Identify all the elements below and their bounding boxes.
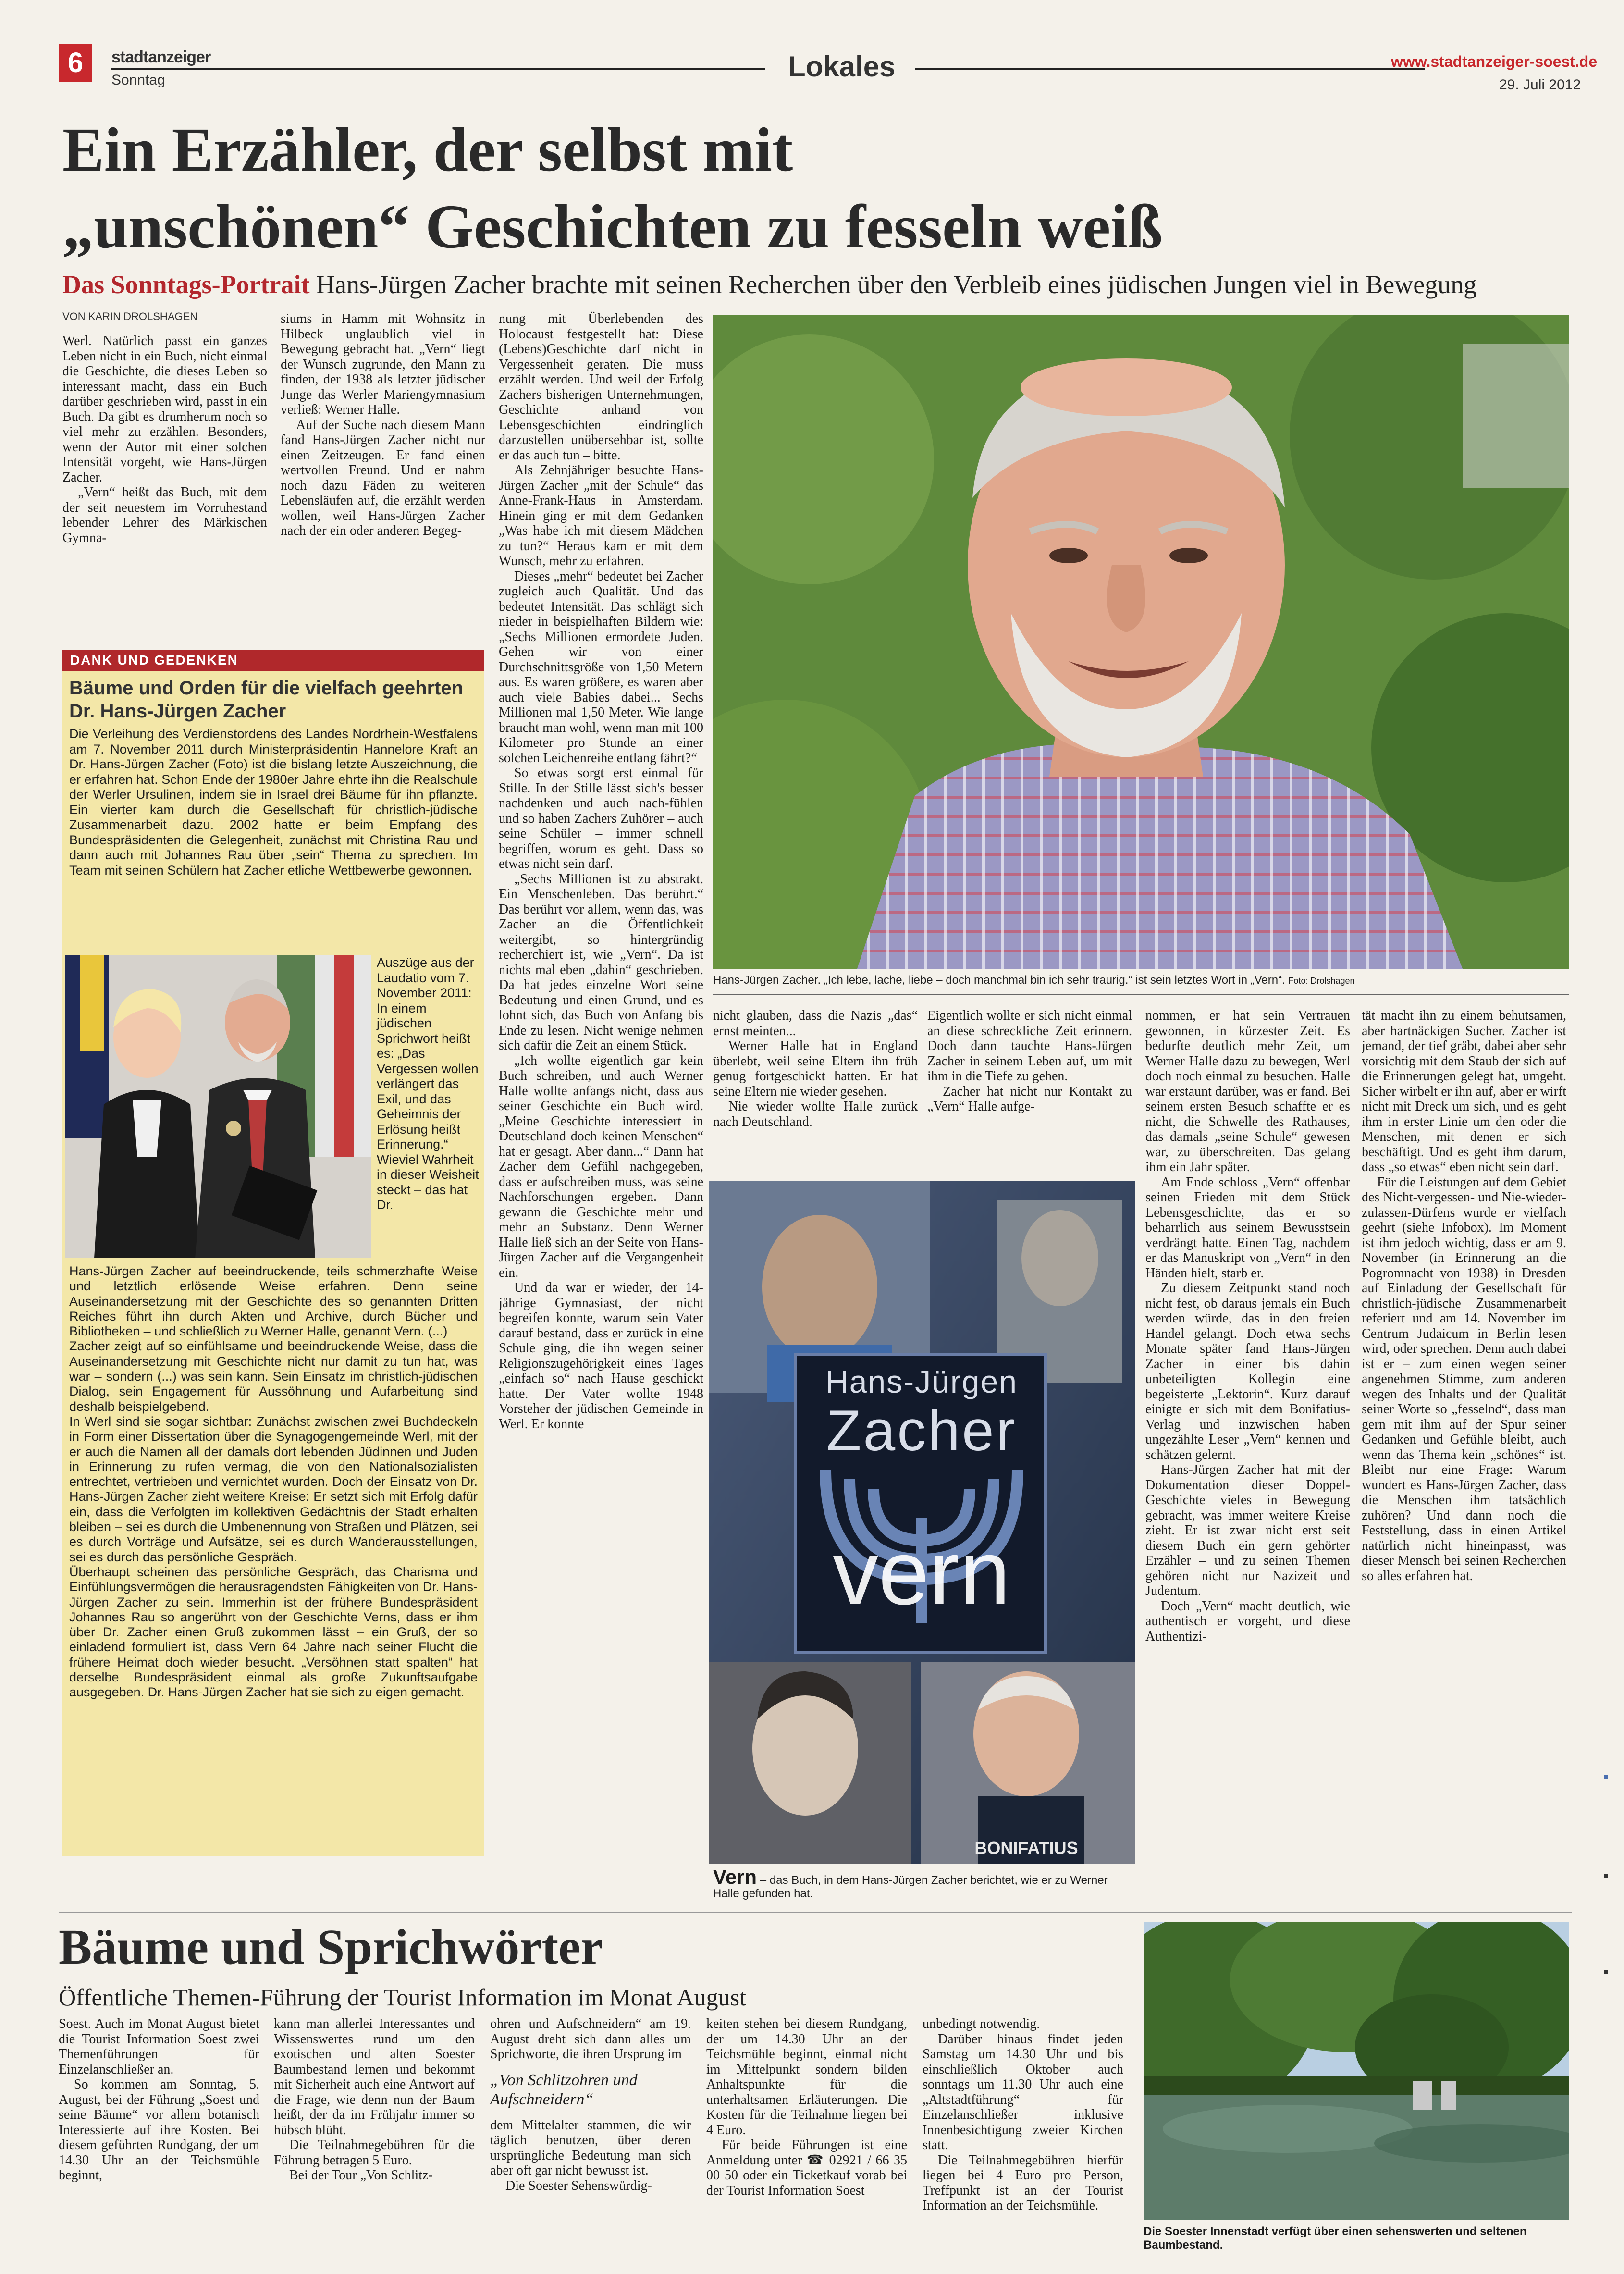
infobox-label: DANK UND GEDENKEN	[62, 650, 484, 671]
paragraph: Dieses „mehr“ bedeutet bei Zacher zugleich auch Qualität. Und das bedeutet Intensität. Das schlägt sich nieder in beispielhaften Bildern wie: „Sechs Millionen ermordete Juden. Gehen wir von einer Durchschnittsgröße von 1,50 Metern aus. Es waren größere, es waren aber auch viele Babies dabei... Sechs Millionen mal 1,50 Meter. Wie lange braucht man wohl, wenn man mit 100 Kilometer pro Stunde an einer solchen Leichenreihe entlang fährt?“	[499, 568, 703, 766]
article1-column-6	[1145, 1008, 1350, 1864]
paragraph: Die Teilnahmegebühren hierfür liegen bei 4 Euro pro Person, Treffpunkt ist an der Tourist Information an der Teichsmühle.	[923, 2152, 1123, 2213]
book-cover	[709, 1181, 1135, 1864]
caption-text: Hans-Jürgen Zacher. „Ich lebe, lache, liebe – doch manchmal bin ich sehr traurig.“ ist sein letztes Wort in „Vern“.	[713, 974, 1285, 987]
paragraph: „Ich wollte eigentlich gar kein Buch schreiben, und auch Werner Halle wollte anfangs nicht, dass aus seiner Geschichte ein Buch wird. „Meine Geschichte interessiert in Deutschland doch keinen Menschen“ hat er gesagt. Aber dann...“ Dann hat Zacher dem Gefühl nachgegeben, dass er aufschreiben muss, was seine Nachforschungen ergeben. Dann gewann die Geschichte mehr und mehr an Substanz. Denn Werner Halle ließ sich an der Seite von Hans-Jürgen Zacher auf die Vergangenheit ein.	[499, 1053, 703, 1280]
article2-headline: Bäume und Sprichwörter	[59, 1919, 603, 1975]
paragraph: Hans-Jürgen Zacher hat mit der Dokumentation dieser Doppel-Geschichte vieles in Bewegung gebracht, was immer weitere Kreise zieht. Er ist zwar nicht erst seit diesem Buch ein gern gehörter Erzähler – und zu seinen Themen gehören nicht nur Nazizeit und Judentum.	[1145, 1462, 1350, 1598]
article1-column-4	[713, 1008, 918, 1172]
portrait-illustration	[713, 315, 1569, 969]
book-caption-label: Vern	[713, 1866, 757, 1888]
book-caption	[713, 1866, 1136, 1901]
cover-author-firstname: Hans-Jürgen	[825, 1364, 1018, 1399]
paragraph: Soest. Auch im Monat August bietet die Tourist Information Soest zwei Themenführungen für Einzelanschließer an.	[59, 2016, 259, 2077]
paragraph: Am Ende schloss „Vern“ offenbar seinen Frieden mit dem Stück Lebensgeschichte, das er so beharrlich aus seinem Bewusstsein verdrängt hatte. Einen Tag, nachdem er das Manuskript von „Vern“ in den Händen hielt, starb er.	[1145, 1174, 1350, 1281]
paragraph: Die Soester Sehenswürdig-	[505, 2178, 652, 2193]
article2-column-5	[923, 2016, 1123, 2271]
infobox-paragraph: In Werl sind sie sogar sichtbar: Zunächst zwischen zwei Buchdeckeln in Form einer Dissertation über die Synagogengemeinde Werl, mit der er auch die Namen all der damals dort lebenden Jüdinnen und Juden in Erinnerung zu rufen vermag, die von den Nationalsozialisten entrechtet, vertrieben und vernichtet wurden. Doch der Einsatz von Dr. Hans-Jürgen Zacher zieht weitere Kreise: Er setzt sich mit Erfolg dafür ein, dass die Verfolgten im kollektiven Gedächtnis der Stadt erhalten bleiben – sei es durch die Umbenennung von Straßen und Plätzen, sei es durch Vorträge und Aufsätze, sei es durch Wanderausstellungen, sei es durch das persönliche Gespräch.	[69, 1414, 478, 1564]
article2-subhead: „Von Schlitzohren und Aufschneidern“	[490, 2071, 638, 2108]
paragraph: Doch „Vern“ macht deutlich, wie authentisch er vorgeht, und diese Authentizi-	[1145, 1598, 1350, 1644]
book-cover-illustration	[709, 1181, 1135, 1864]
paragraph: dem Mittelalter stammen, die wir täglich benutzen, über deren ursprüngliche Bedeutung man sich aber oft gar nicht bewusst ist.	[490, 2117, 691, 2178]
brand-name: stadtanzeiger	[111, 48, 211, 66]
caption-rule	[713, 994, 1569, 995]
article1-column-3	[499, 311, 703, 1854]
headline-line-1: Ein Erzähler, der selbst mit	[62, 115, 793, 185]
award-photo	[65, 955, 371, 1258]
cover-author-surname: Zacher	[826, 1398, 1017, 1463]
article-subline	[62, 269, 1476, 300]
paragraph: siums in Hamm mit Wohnsitz in Hilbeck unglaublich viel in Bewegung gebracht hat. „Vern“ liegt der Wunsch zugrunde, den Mann zu finden, der 1938 als letzter jüdischer Junge das Werler Mariengymnasium verließ: Werner Halle.	[281, 311, 485, 417]
headline-line-2: „unschönen“ Geschichten zu fesseln weiß	[62, 192, 1163, 261]
infobox-paragraph: Zacher zeigt auf so einfühlsame und beeindruckende Weise, dass die Auseinandersetzung mit Geschichte nicht nur damit zu tun hat, was war – sondern (...) was sein kann. Sein Einsatz im christlich-jüdischen Dialog, sein Engagement für Aussöhnung und Aufarbeitung sind deshalb beispielgebend.	[69, 1339, 478, 1414]
paragraph: Zacher hat nicht nur Kontakt zu „Vern“ Halle aufge-	[927, 1084, 1132, 1114]
paragraph: Eigentlich wollte er sich nicht einmal an diese schreckliche Zeit erinnern. Doch dann tauchte Hans-Jürgen Zacher in seinem Leben auf, um mit ihm in die Tiefe zu gehen.	[927, 1008, 1132, 1084]
kicker: Das Sonntags-Portrait	[62, 270, 310, 299]
infobox	[62, 650, 484, 1856]
paragraph: nommen, er hat sein Vertrauen gewonnen, in kürzester Zeit. Es bedurfte deutlich mehr Zeit, um Werner Halle dazu zu bewegen, Werl doch noch einmal zu besuchen. Halle war erstaunt darüber, was er fand. Bei seinem ersten Besuch schaffte er es nicht, die Schwelle des Rathauses, das damals „seine Schule“ gewesen war, zu überschreiten. Das gelang ihm ein Jahr später.	[1145, 1008, 1350, 1174]
brand-logo	[111, 48, 210, 67]
paragraph: ohren und Aufschneidern“ am 19. August dreht sich dann alles um Sprichworte, die ihren Ursprung im	[490, 2016, 691, 2062]
paragraph: Für die Leistungen auf dem Gebiet des Nicht-vergessen- und Nie-wieder-zulassen-Dürfens wurde er vielfach geehrt (siehe Infobox). Im Moment ist ihm jedoch wichtig, dass er am 9. November (in Erinnerung an die Pogromnacht von 1938) in Dresden auf Einladung der Gesellschaft für christlich-jüdische Zusammenarbeit referiert und am 14. November im Centrum Judaicum in Berlin lesen wird, oder sprechen. Denn auch dabei ist er – zum einen wegen seiner angenehmen Stimme, zum anderen wegen des Inhalts und der Qualität seiner Worte so „fesselnd“, dass man gern mit ihm auf der Spur seiner Gedanken und Gefühle bleibt, auch wenn das Thema kein „schönes“ ist. Bleibt nur eine Frage: Warum wundert es Hans-Jürgen Zacher, dass die Menschen ihm tatsächlich zuhören? Und dann noch die Feststellung, dass in einen Artikel natürlich nicht hineinpasst, was dieser Mensch bei seinen Recherchen so alles erfahren hat.	[1362, 1174, 1566, 1583]
header-day: Sonntag	[111, 72, 165, 88]
paragraph: Darüber hinaus findet jeden Samstag um 14.30 Uhr und bis einschließlich Oktober auch sonntags um 11.30 Uhr auch eine „Altstadtführung“ für Einzelanschließer inklusive Innenbesichtigung zweier Kirchen statt.	[923, 2031, 1123, 2152]
page-number-badge: 6	[59, 44, 92, 82]
website-link[interactable]: www.stadtanzeiger-soest.de	[1391, 53, 1598, 70]
book-caption-text: – das Buch, in dem Hans-Jürgen Zacher berichtet, wie er zu Werner Halle gefunden hat.	[713, 1874, 1108, 1900]
paragraph: kann man allerlei Interessantes und Wissenswertes rund um den exotischen und alten Soester Baumbestand lernen und bekommt mit Sicherheit auch eine Antwort auf die Frage, wie denn nun der Baum heißt, der da im Frühjahr immer so hübsch blüht.	[274, 2016, 475, 2138]
section-title: Lokales	[788, 50, 896, 83]
paragraph: Werner Halle hat in England überlebt, weil seine Eltern ihn früh genug fortgeschickt hatten. Er hat seine Eltern nie wieder gesehen.	[713, 1038, 918, 1099]
paragraph: keiten stehen bei diesem Rundgang, der um 14.30 Uhr an der Teichsmühle beginnt, einmal nicht im Mittelpunkt sondern bilden Anhaltspunkte für die unterhaltsamen Erläuterungen. Die Kosten für die Teilnahme liegen bei 4 Euro.	[706, 2016, 907, 2138]
paragraph: So kommen am Sonntag, 5. August, bei der Führung „Soest und seine Bäume“ vor allem botanisch Interessierte auf ihre Kosten. Bei diesem geführten Rundgang, der um 14.30 Uhr an der Teichsmühle beginnt,	[59, 2077, 259, 2183]
photo-credit: Foto: Drolshagen	[1288, 976, 1355, 986]
paragraph: „Sechs Millionen ist zu abstrakt. Ein Menschenleben. Das berührt.“ Das berührt vor allem, wenn das, was Zacher an die Öffentlichkeit weitergibt, so hintergründig recherchiert ist, wie „Vern“. Da ist nichts mal eben „dahin“ geschrieben. Da hat jedes einzelne Wort seine Bedeutung und einen Grund, und es lohnt sich, das Buch von Anfang bis Ende zu lesen. Nicht wenige nehmen sich dafür die Zeit an einem Stück.	[499, 871, 703, 1053]
paragraph: Auf der Suche nach diesem Mann fand Hans-Jürgen Zacher nicht nur einen Zeitzeugen. Er fand einen wertvollen Freund. Und er nahm noch dazu Fäden zu weiteren Lebensläufen auf, die erzählt werden wollen, weil Hans-Jürgen Zacher nach der ein oder anderen Begeg-	[281, 417, 485, 538]
margin-mark	[1604, 1775, 1608, 1779]
cover-title: vern	[833, 1522, 1010, 1624]
article2-column-4	[706, 2016, 907, 2271]
cover-publisher: BONIFATIUS	[974, 1838, 1078, 1858]
paragraph: Werl. Natürlich passt ein ganzes Leben nicht in ein Buch, nicht einmal die Geschichte, die dieses Leben so interessant macht, dass ein Buch darüber geschrieben wird, passt in ein Buch. Da gibt es drumherum noch so viel mehr zu erzählen. Besonders, wenn der Autor mit einer solchen Intensität vorgeht, wie Hans-Jürgen Zacher.	[62, 334, 267, 485]
margin-mark	[1604, 1874, 1608, 1878]
park-illustration	[1144, 1922, 1569, 2220]
portrait-caption	[713, 974, 1569, 988]
paragraph: So etwas sorgt erst einmal für Stille. In der Stille lässt sich's besser nachdenken und auch nach-fühlen und so haben Zachers Zuhörer – auch seine Schüler – immer schnell begriffen, worum es geht. Dass so etwas nicht sein darf.	[499, 766, 703, 871]
infobox-title: Bäume und Orden für die vielfach geehrten Dr. Hans-Jürgen Zacher	[69, 678, 464, 722]
article-divider	[59, 1912, 1572, 1913]
infobox-intro: Die Verleihung des Verdienstordens des Landes Nordrhein-Westfalens am 7. November 2011 durch Ministerpräsidentin Hannelore Kraft an Dr. Hans-Jürgen Zacher (Foto) ist die bislang letzte Auszeichnung, die er erfahren hat. Schon Ende der 1980er Jahre ehrte ihn die Realschule der Werler Ursulinen, indem sie in Israel drei Bäume für ihn pflanzte. Ein vierter kam durch die Gesellschaft für christlich-jüdische Zusammenarbeit dazu. 2002 hatte er beim Empfang des Bundespräsidenten die Gelegenheit, zunächst mit Christina Rau und dann auch mit Johannes Rau über „sein“ Thema zu sprechen. Im Team mit seinen Schülern hat Zacher etliche Wettbewerbe gewonnen.	[69, 727, 478, 877]
paragraph: „Vern“ heißt das Buch, mit dem der seit neuestem im Vorruhestand lebender Lehrer des Märkischen Gymna-	[62, 485, 267, 545]
header-rule-right	[915, 68, 1425, 70]
author-byline: VON KARIN DROLSHAGEN	[62, 310, 198, 322]
article1-column-2	[281, 311, 485, 648]
park-photo	[1144, 1922, 1569, 2220]
paragraph: tät macht ihn zu einem behutsamen, aber hartnäckigen Sucher. Zacher ist jemand, der tief gräbt, dabei aber sehr vorsichtig mit dem Staub der sich auf die Erinnerungen gelegt hat, umgeht. Sicher wirbelt er ihn auf, aber er wirft nicht mit Dreck um sich, und es geht ihm in erster Linie um den oder die Menschen, mit denen er sich beschäftigt. Und es geht ihm darum, dass „so etwas“ eben nicht sein darf.	[1362, 1008, 1566, 1174]
article-headline	[62, 111, 1163, 265]
paragraph: Für beide Führungen ist eine Anmeldung unter ☎ 02921 / 66 35 00 50 oder ein Ticketkauf vorab bei der Tourist Information Soest	[706, 2138, 907, 2198]
article1-column-5	[927, 1008, 1132, 1172]
issue-date: 29. Juli 2012	[1499, 77, 1581, 93]
paragraph: Bei der Tour „Von Schlitz-	[289, 2168, 433, 2183]
park-caption: Die Soester Innenstadt verfügt über einen sehenswerten und seltenen Baumbestand.	[1144, 2225, 1527, 2251]
paragraph: Als Zehnjähriger besuchte Hans-Jürgen Zacher „mit der Schule“ das Anne-Frank-Haus in Amsterdam. Hinein ging er mit dem Gedanken „Was habe ich mit diesem Mädchen zu tun?“ Heraus kam er mit dem Wunsch, mehr zu erfahren.	[499, 463, 703, 568]
paragraph: nung mit Überlebenden des Holocaust festgestellt hat: Diese (Lebens)Geschichte darf nicht in Vergessenheit geraten. Die muss erzählt werden. Und weil der Erfolg Zachers bisherigen Unternehmungen, Geschichte anhand von Lebensgeschichten eindringlich darzustellen unübersehbar ist, sollte er das auch tun – bitte.	[499, 311, 703, 463]
paragraph: unbedingt notwendig.	[923, 2016, 1040, 2031]
paragraph: Zu diesem Zeitpunkt stand noch nicht fest, ob daraus jemals ein Buch werden würde, das in den freien Handel gelangt. Doch etwa sechs Monate später fand Hans-Jürgen Zacher in einer bis dahin unbeteiligten Kollegin eine begeisterte „Lektorin“. Kurz darauf einigte er sich mit dem Bonifatius-Verlag und inzwischen haben ungezählte Leser „Vern“ kennen und schätzen gelernt.	[1145, 1281, 1350, 1462]
article2-column-3	[490, 2016, 691, 2271]
paragraph: nicht glauben, dass die Nazis „das“ ernst meinten...	[713, 1008, 918, 1038]
article1-column-7	[1362, 1008, 1566, 1864]
infobox-body	[69, 1264, 478, 1700]
article2-subline: Öffentliche Themen-Führung der Tourist Information im Monat August	[59, 1984, 747, 2011]
infobox-paragraph: Überhaupt scheinen das persönliche Gespräch, das Charisma und Einfühlungsvermögen die herausragendsten Fähigkeiten von Dr. Hans-Jürgen Zacher zu sein. Immerhin ist der frühere Bundespräsident Johannes Rau so angerührt von der Geschichte Verns, dass er ihm über Dr. Zacher einen Gruß zukommen lässt – ein Gruß, der so einladend formuliert ist, dass Vern 64 Jahre nach seiner Flucht die frühere Heimat doch wieder besucht. „Versöhnen statt spalten“ hat derselbe Bundespräsident einmal als große Zukunftsaufgabe ausgegeben. Dr. Hans-Jürgen Zacher hat sie sich zu eigen gemacht.	[69, 1564, 478, 1700]
portrait-photo	[713, 315, 1569, 969]
article2-column-2	[274, 2016, 475, 2271]
infobox-paragraph: Hans-Jürgen Zacher auf beeindruckende, teils schmerzhafte Weise und letztlich erlösende Weise erfahren. Denn seine Auseinandersetzung mit der Geschichte des so genannten Dritten Reiches führt ihn durch Akten und Archive, durch Bücher und Bibliotheken – und schließlich zu Werner Halle, genannt Vern. (...)	[69, 1264, 478, 1339]
subline-text: Hans-Jürgen Zacher brachte mit seinen Recherchen über den Verbleib eines jüdischen Jungen viel in Bewegung	[316, 270, 1477, 299]
article2-column-1	[59, 2016, 259, 2271]
header-rule-left	[111, 68, 765, 70]
margin-mark	[1604, 1970, 1608, 1974]
article1-column-1	[62, 334, 267, 641]
paragraph: Und da war er wieder, der 14-jährige Gymnasiast, der nicht begreifen konnte, warum sein Vater darauf bestand, dass er zurück in eine Schule ging, die ihn wegen seiner Religionszugehörigkeit eines Tages „einfach so“ nach Hause geschickt hatte. Der Vater wollte 1948 Vorsteher der jüdischen Gemeinde in Werl. Er konnte	[499, 1280, 703, 1432]
paragraph: Die Teilnahmegebühren für die Führung betragen 5 Euro.	[274, 2138, 475, 2168]
award-illustration	[65, 955, 371, 1258]
infobox-side-text: Auszüge aus der Laudatio vom 7. November 2011: In einem jüdischen Sprichwort heißt es: „Das Vergessen wollen verlängert das Exil, und das Geheimnis der Erlösung heißt Erinnerung.“ Wieviel Wahrheit in dieser Weisheit steckt – das hat Dr.	[377, 955, 479, 1212]
paragraph: Nie wieder wollte Halle zurück nach Deutschland.	[713, 1099, 918, 1129]
